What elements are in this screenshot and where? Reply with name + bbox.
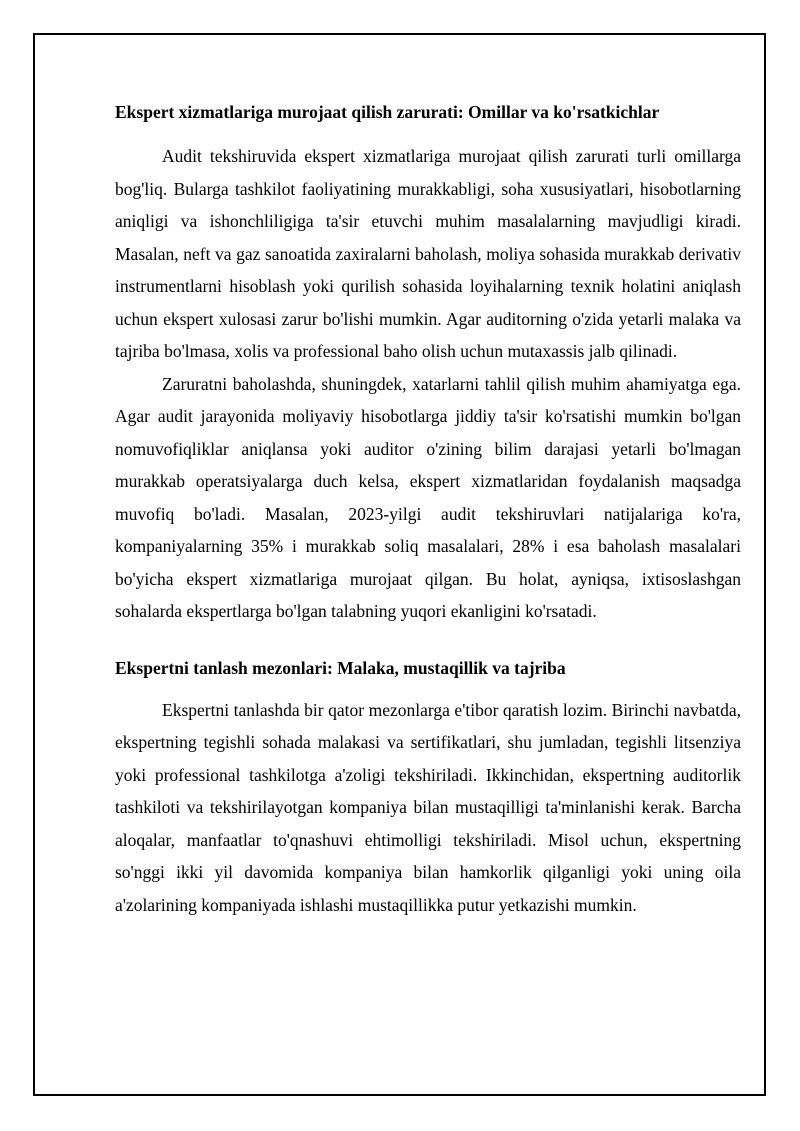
paragraph-2: Zaruratni baholashda, shuningdek, xatarlarni tahlil qilish muhim ahamiyatga ega. Agar audit jarayonida moliyaviy hisobotlarga jiddiy ta'sir ko'rsatishi mumkin bo'lgan nomuvofiqliklar aniqlansa yoki auditor o'zining bilim darajasi yetarli bo'lmagan murakkab operatsiyalarga duch kelsa, ekspert xizmatlaridan foydalanish maqsadga muvofiq bo'ladi. Masalan, 2023-yilgi audit tekshiruvlari natijalariga ko'ra, kompaniyalarning 35% i murakkab soliq masalalari, 28% i esa baholash masalalari bo'yicha ekspert xizmatlariga murojaat qilgan. Bu holat, ayniqsa, ixtisoslashgan sohalarda ekspertlarga bo'lgan talabning yuqori ekanligini ko'rsatadi. <box>115 373 741 621</box>
section-heading-2: Ekspertni tanlash mezonlari: Malaka, mustaqillik va tajriba <box>115 657 566 678</box>
section-heading-1: Ekspert xizmatlariga murojaat qilish zarurati: Omillar va ko'rsatkichlar <box>115 102 660 122</box>
paragraph-3: Ekspertni tanlashda bir qator mezonlarga e'tibor qaratish lozim. Birinchi navbatda, ekspertning tegishli sohada malakasi va sertifikatlari, shu jumladan, tegishli litsenziya yoki professional tashkilotga a'zoligi tekshiriladi. Ikkinchidan, ekspertning auditorlik tashkiloti va tekshirilayotgan kompaniya bilan mustaqilligi ta'minlanishi kerak. Barcha aloqalar, manfaatlar to'qnashuvi ehtimolligi tekshiriladi. Misol uchun, ekspertning so'nggi ikki yil davomida kompaniya bilan hamkorlik qilganligi yoki uning oila a'zolarining kompaniyada ishlashi mustaqillikka putur yetkazishi mumkin. <box>115 699 741 915</box>
document-body <box>115 98 741 921</box>
paragraph-1: Audit tekshiruvida ekspert xizmatlariga murojaat qilish zarurati turli omillarga bog'liq. Bularga tashkilot faoliyatining murakkabligi, soha xususiyatlari, hisobotlarning aniqligi va ishonchliligiga ta'sir etuvchi muhim masalalarning mavjudligi kiradi. Masalan, neft va gaz sanoatida zaxiralarni baholash, moliya sohasida murakkab derivativ instrumentlarni hisoblash yoki qurilish sohasida loyihalarning texnik holatini aniqlash uchun ekspert xulosasi zarur bo'lishi mumkin. Agar auditorning o'zida yetarli malaka va tajriba bo'lmasa, xolis va professional baho olish uchun mutaxassis jalb qilinadi. <box>115 146 741 361</box>
